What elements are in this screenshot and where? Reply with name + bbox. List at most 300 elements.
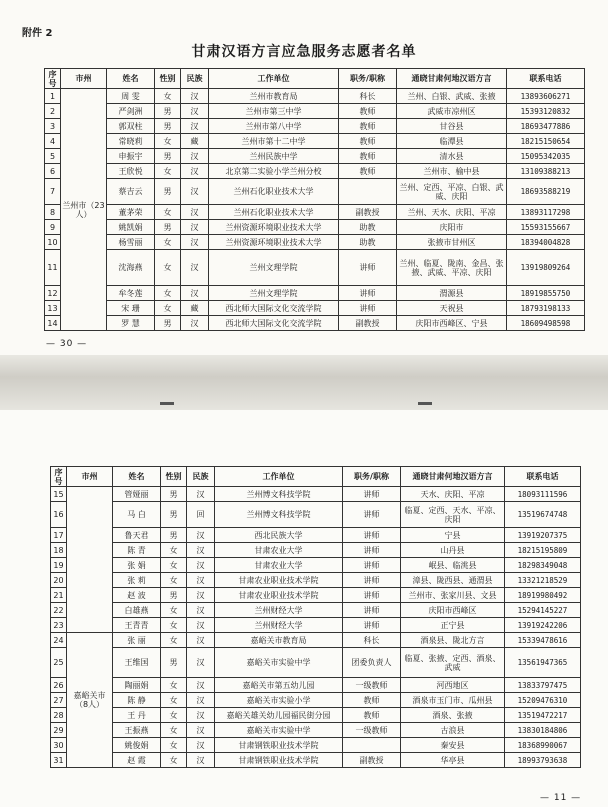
cell-name: 沈海燕 [107, 250, 155, 286]
cell-dialect: 河西地区 [401, 678, 505, 693]
table-row [45, 119, 585, 134]
header-phone: 联系电话 [505, 467, 581, 487]
cell-ethnic: 汉 [187, 528, 215, 543]
cell-phone: 18394004828 [507, 235, 585, 250]
cell-dialect: 天水、庆阳、平凉 [401, 487, 505, 502]
cell-name: 严剑洲 [107, 104, 155, 119]
cell-position [343, 738, 401, 753]
cell-phone: 18093111596 [505, 487, 581, 502]
cell-seq: 26 [51, 678, 67, 693]
cell-position: 讲师 [343, 487, 401, 502]
cell-position: 一级教师 [343, 723, 401, 738]
cell-phone: 18693477886 [507, 119, 585, 134]
cell-name: 白雄燕 [113, 603, 161, 618]
cell-gender: 女 [161, 708, 187, 723]
cell-seq: 7 [45, 179, 61, 205]
cell-dialect: 兰州、白银、武威、张掖 [397, 89, 507, 104]
cell-ethnic: 汉 [187, 633, 215, 648]
cell-dialect: 酒泉县、陇北方言 [401, 633, 505, 648]
table-row [45, 164, 585, 179]
cell-position: 团委负责人 [343, 648, 401, 678]
table-row [51, 487, 581, 502]
cell-phone: 13830184806 [505, 723, 581, 738]
cell-seq: 24 [51, 633, 67, 648]
table-row [51, 738, 581, 753]
document-title: 甘肃汉语方言应急服务志愿者名单 [191, 44, 417, 60]
cell-seq: 8 [45, 205, 61, 220]
cell-ethnic: 回 [187, 502, 215, 528]
cell-seq: 31 [51, 753, 67, 768]
cell-name: 蔡吉云 [107, 179, 155, 205]
cell-position: 副教授 [339, 316, 397, 331]
cell-position: 一级教师 [343, 678, 401, 693]
cell-unit: 西北师大国际文化交流学院 [209, 301, 339, 316]
volunteer-table-bottom [50, 466, 581, 768]
cell-name: 王振燕 [113, 723, 161, 738]
cell-position: 助教 [339, 235, 397, 250]
header-dialect: 通晓甘肃何地汉语方言 [401, 467, 505, 487]
cell-seq: 23 [51, 618, 67, 633]
cell-phone: 13919809264 [507, 250, 585, 286]
cell-phone: 15095342035 [507, 149, 585, 164]
cell-phone: 13109388213 [507, 164, 585, 179]
cell-phone: 18993793638 [505, 753, 581, 768]
header-phone: 联系电话 [507, 69, 585, 89]
cell-unit: 兰州市第十二中学 [209, 134, 339, 149]
cell-seq: 29 [51, 723, 67, 738]
cell-position: 讲师 [343, 543, 401, 558]
cell-name: 申振宇 [107, 149, 155, 164]
volunteer-table-top [44, 68, 585, 331]
cell-name: 陈 静 [113, 693, 161, 708]
cell-unit: 兰州资源环境职业技术大学 [209, 235, 339, 250]
cell-phone: 13561947365 [505, 648, 581, 678]
cell-position: 教师 [339, 149, 397, 164]
cell-seq: 17 [51, 528, 67, 543]
cell-position: 讲师 [339, 286, 397, 301]
cell-gender: 男 [155, 316, 181, 331]
cell-ethnic: 汉 [181, 220, 209, 235]
cell-ethnic: 汉 [181, 250, 209, 286]
cell-seq: 25 [51, 648, 67, 678]
cell-unit: 兰州文理学院 [209, 250, 339, 286]
cell-dialect: 庆阳市西峰区、宁县 [397, 316, 507, 331]
cell-ethnic: 汉 [187, 738, 215, 753]
cell-seq: 27 [51, 693, 67, 708]
cell-phone: 15393120832 [507, 104, 585, 119]
cell-ethnic: 藏 [181, 301, 209, 316]
table-row [51, 723, 581, 738]
cell-ethnic: 汉 [187, 723, 215, 738]
table-row [45, 179, 585, 205]
table-row [51, 648, 581, 678]
header-gender: 性别 [155, 69, 181, 89]
table-row [45, 220, 585, 235]
cell-phone: 18368990067 [505, 738, 581, 753]
cell-dialect: 漳县、陇西县、通渭县 [401, 573, 505, 588]
cell-gender: 女 [155, 164, 181, 179]
cell-gender: 男 [161, 528, 187, 543]
cell-ethnic: 汉 [187, 603, 215, 618]
table-row [51, 753, 581, 768]
cell-name: 鲁天君 [113, 528, 161, 543]
header-unit: 工作单位 [215, 467, 343, 487]
cell-phone: 13893117298 [507, 205, 585, 220]
cell-dialect: 兰州、临夏、陇南、金昌、张掖、武威、平凉、庆阳 [397, 250, 507, 286]
cell-ethnic: 汉 [187, 588, 215, 603]
cell-unit: 甘肃钢铁职业技术学院 [215, 738, 343, 753]
cell-seq: 6 [45, 164, 61, 179]
cell-name: 牟冬莲 [107, 286, 155, 301]
cell-dialect: 酒泉、张掖 [401, 708, 505, 723]
cell-dialect: 临夏、定西、天水、平凉、庆阳 [401, 502, 505, 528]
cell-unit: 嘉峪关雄关幼儿园福民街分园 [215, 708, 343, 723]
cell-unit: 西北师大国际文化交流学院 [209, 316, 339, 331]
cell-phone: 15209476310 [505, 693, 581, 708]
cell-unit: 甘肃农业大学 [215, 558, 343, 573]
cell-gender: 女 [161, 573, 187, 588]
cell-dialect: 宁县 [401, 528, 505, 543]
table-row [51, 502, 581, 528]
header-position: 职务/职称 [343, 467, 401, 487]
cell-position: 教师 [339, 104, 397, 119]
cell-name: 张 莉 [113, 573, 161, 588]
cell-seq: 20 [51, 573, 67, 588]
cell-ethnic: 汉 [181, 286, 209, 301]
cell-seq: 12 [45, 286, 61, 301]
table-row [51, 603, 581, 618]
cell-position: 教师 [343, 693, 401, 708]
cell-city-group: 嘉峪关市（8人） [67, 633, 113, 768]
cell-unit: 兰州市教育局 [209, 89, 339, 104]
cell-position: 讲师 [343, 502, 401, 528]
cell-ethnic: 汉 [187, 543, 215, 558]
table-row [45, 250, 585, 286]
cell-unit: 甘肃农业大学 [215, 543, 343, 558]
cell-dialect: 兰州市、榆中县 [397, 164, 507, 179]
cell-ethnic: 汉 [187, 708, 215, 723]
cell-name: 陶丽娟 [113, 678, 161, 693]
header-seq: 序号 [51, 467, 67, 487]
cell-dialect: 山丹县 [401, 543, 505, 558]
cell-unit: 甘肃农业职业技术学院 [215, 573, 343, 588]
cell-gender: 男 [161, 648, 187, 678]
cell-unit: 兰州博文科技学院 [215, 502, 343, 528]
cell-unit: 嘉峪关市第五幼儿园 [215, 678, 343, 693]
cell-gender: 女 [155, 250, 181, 286]
cell-gender: 男 [155, 104, 181, 119]
cell-dialect: 正宁县 [401, 618, 505, 633]
cell-ethnic: 汉 [187, 487, 215, 502]
table-row [51, 693, 581, 708]
cell-ethnic: 汉 [187, 753, 215, 768]
cell-gender: 女 [155, 134, 181, 149]
cell-position: 副教授 [343, 753, 401, 768]
cell-gender: 女 [161, 633, 187, 648]
cell-gender: 男 [155, 149, 181, 164]
cell-phone: 15593155667 [507, 220, 585, 235]
header-unit: 工作单位 [209, 69, 339, 89]
table-row [51, 573, 581, 588]
cell-seq: 13 [45, 301, 61, 316]
table-row [51, 558, 581, 573]
cell-name: 周 雯 [107, 89, 155, 104]
cell-gender: 女 [161, 738, 187, 753]
table-row [45, 286, 585, 301]
cell-gender: 男 [155, 220, 181, 235]
cell-dialect: 临潭县 [397, 134, 507, 149]
cell-seq: 10 [45, 235, 61, 250]
binding-mark [160, 402, 174, 405]
table-row [45, 104, 585, 119]
cell-city-group: 兰州市（23人） [61, 89, 107, 331]
cell-dialect: 秦安县 [401, 738, 505, 753]
cell-name: 赵 波 [113, 588, 161, 603]
cell-ethnic: 汉 [181, 119, 209, 134]
cell-gender: 男 [155, 179, 181, 205]
cell-phone: 18919855750 [507, 286, 585, 301]
cell-unit: 甘肃钢铁职业技术学院 [215, 753, 343, 768]
cell-position: 讲师 [339, 301, 397, 316]
cell-gender: 男 [161, 588, 187, 603]
cell-gender: 男 [161, 487, 187, 502]
table-row [51, 708, 581, 723]
cell-name: 张 丽 [113, 633, 161, 648]
cell-ethnic: 汉 [187, 618, 215, 633]
cell-name: 王维国 [113, 648, 161, 678]
cell-position: 助教 [339, 220, 397, 235]
page-number: — 11 — [540, 793, 582, 803]
cell-seq: 28 [51, 708, 67, 723]
cell-gender: 女 [161, 678, 187, 693]
cell-dialect: 岷县、临洮县 [401, 558, 505, 573]
cell-dialect: 武威市凉州区 [397, 104, 507, 119]
cell-ethnic: 汉 [181, 164, 209, 179]
header-name: 姓名 [113, 467, 161, 487]
cell-unit: 嘉峪关市教育局 [215, 633, 343, 648]
cell-dialect: 兰州市、张家川县、文县 [401, 588, 505, 603]
cell-seq: 2 [45, 104, 61, 119]
header-city: 市州 [61, 69, 107, 89]
cell-position: 讲师 [343, 588, 401, 603]
cell-dialect: 张掖市甘州区 [397, 235, 507, 250]
cell-phone: 18919980492 [505, 588, 581, 603]
cell-ethnic: 汉 [181, 179, 209, 205]
cell-name: 马 白 [113, 502, 161, 528]
cell-unit: 兰州财经大学 [215, 618, 343, 633]
cell-position: 讲师 [343, 618, 401, 633]
table-row [51, 633, 581, 648]
cell-gender: 女 [161, 723, 187, 738]
header-gender: 性别 [161, 467, 187, 487]
cell-ethnic: 汉 [181, 205, 209, 220]
cell-name: 罗 慧 [107, 316, 155, 331]
binding-mark [418, 402, 432, 405]
cell-position: 讲师 [339, 250, 397, 286]
cell-position: 讲师 [343, 603, 401, 618]
cell-name: 姚凯娟 [107, 220, 155, 235]
table-row [45, 149, 585, 164]
cell-name: 赵 霞 [113, 753, 161, 768]
cell-unit: 西北民族大学 [215, 528, 343, 543]
table-row [51, 678, 581, 693]
cell-ethnic: 汉 [181, 89, 209, 104]
page-gap [0, 355, 608, 410]
cell-phone: 18609498598 [507, 316, 585, 331]
cell-ethnic: 汉 [181, 316, 209, 331]
cell-name: 宋 珊 [107, 301, 155, 316]
table-row [51, 543, 581, 558]
cell-dialect: 酒泉市玉门市、瓜州县 [401, 693, 505, 708]
cell-phone: 13833797475 [505, 678, 581, 693]
cell-unit: 兰州财经大学 [215, 603, 343, 618]
table-row [45, 301, 585, 316]
cell-dialect: 甘谷县 [397, 119, 507, 134]
cell-name: 王欣悦 [107, 164, 155, 179]
cell-ethnic: 藏 [181, 134, 209, 149]
cell-gender: 女 [161, 618, 187, 633]
cell-name: 杨雪丽 [107, 235, 155, 250]
cell-position: 教师 [343, 708, 401, 723]
cell-position: 科长 [339, 89, 397, 104]
table-header-row [51, 467, 581, 487]
cell-seq: 19 [51, 558, 67, 573]
cell-phone: 15294145227 [505, 603, 581, 618]
cell-seq: 3 [45, 119, 61, 134]
cell-gender: 男 [161, 502, 187, 528]
cell-ethnic: 汉 [187, 648, 215, 678]
cell-phone: 13893606271 [507, 89, 585, 104]
cell-position: 教师 [339, 119, 397, 134]
cell-gender: 女 [155, 89, 181, 104]
cell-phone: 13321218529 [505, 573, 581, 588]
cell-unit: 兰州石化职业技术大学 [209, 179, 339, 205]
cell-name: 王青青 [113, 618, 161, 633]
table-row [45, 134, 585, 149]
cell-seq: 11 [45, 250, 61, 286]
header-city: 市州 [67, 467, 113, 487]
cell-seq: 15 [51, 487, 67, 502]
cell-gender: 女 [161, 558, 187, 573]
cell-seq: 14 [45, 316, 61, 331]
cell-ethnic: 汉 [187, 678, 215, 693]
table-header-row [45, 69, 585, 89]
cell-unit: 甘肃农业职业技术学院 [215, 588, 343, 603]
cell-phone: 13919242206 [505, 618, 581, 633]
cell-dialect: 兰州、定西、平凉、白银、武威、庆阳 [397, 179, 507, 205]
cell-dialect: 庆阳市西峰区 [401, 603, 505, 618]
table-row [45, 205, 585, 220]
cell-ethnic: 汉 [187, 573, 215, 588]
cell-position [339, 179, 397, 205]
header-seq: 序号 [45, 69, 61, 89]
header-dialect: 通晓甘肃何地汉语方言 [397, 69, 507, 89]
cell-position: 教师 [339, 134, 397, 149]
header-ethnic: 民族 [181, 69, 209, 89]
cell-seq: 9 [45, 220, 61, 235]
cell-phone: 18215195809 [505, 543, 581, 558]
cell-seq: 4 [45, 134, 61, 149]
cell-unit: 嘉峪关市实验中学 [215, 648, 343, 678]
cell-dialect: 清水县 [397, 149, 507, 164]
cell-gender: 女 [161, 543, 187, 558]
cell-phone: 13919207375 [505, 528, 581, 543]
cell-phone: 18215150654 [507, 134, 585, 149]
cell-phone: 13519674748 [505, 502, 581, 528]
cell-name: 姚俊娟 [113, 738, 161, 753]
cell-gender: 女 [155, 205, 181, 220]
cell-unit: 兰州石化职业技术大学 [209, 205, 339, 220]
cell-gender: 女 [155, 235, 181, 250]
cell-name: 董茅荣 [107, 205, 155, 220]
cell-ethnic: 汉 [187, 558, 215, 573]
table-row [45, 89, 585, 104]
cell-phone: 13519472217 [505, 708, 581, 723]
cell-unit: 兰州博文科技学院 [215, 487, 343, 502]
cell-dialect: 兰州、天水、庆阳、平凉 [397, 205, 507, 220]
cell-name: 管娅丽 [113, 487, 161, 502]
attachment-label: 附件 2 [22, 28, 53, 39]
cell-seq: 1 [45, 89, 61, 104]
cell-name: 常晓莉 [107, 134, 155, 149]
cell-gender: 女 [161, 753, 187, 768]
cell-position: 讲师 [343, 573, 401, 588]
cell-dialect: 古浪县 [401, 723, 505, 738]
cell-ethnic: 汉 [181, 235, 209, 250]
cell-position: 副教授 [339, 205, 397, 220]
cell-ethnic: 汉 [181, 149, 209, 164]
cell-unit: 兰州文理学院 [209, 286, 339, 301]
cell-unit: 兰州市第八中学 [209, 119, 339, 134]
cell-name: 郭双柱 [107, 119, 155, 134]
cell-name: 张 娟 [113, 558, 161, 573]
cell-ethnic: 汉 [187, 693, 215, 708]
cell-phone: 18693588219 [507, 179, 585, 205]
cell-position: 教师 [339, 164, 397, 179]
cell-unit: 兰州民族中学 [209, 149, 339, 164]
cell-name: 陈 青 [113, 543, 161, 558]
page-number: — 30 — [46, 339, 88, 349]
cell-seq: 16 [51, 502, 67, 528]
header-name: 姓名 [107, 69, 155, 89]
cell-dialect: 天祝县 [397, 301, 507, 316]
cell-gender: 女 [161, 693, 187, 708]
cell-seq: 22 [51, 603, 67, 618]
header-position: 职务/职称 [339, 69, 397, 89]
cell-gender: 女 [155, 286, 181, 301]
cell-unit: 嘉峪关市实验小学 [215, 693, 343, 708]
cell-phone: 18793198133 [507, 301, 585, 316]
cell-gender: 男 [155, 119, 181, 134]
cell-seq: 18 [51, 543, 67, 558]
header-ethnic: 民族 [187, 467, 215, 487]
cell-gender: 女 [161, 603, 187, 618]
cell-city-group-continued [67, 487, 113, 633]
cell-unit: 嘉峪关市实验中学 [215, 723, 343, 738]
cell-seq: 21 [51, 588, 67, 603]
cell-unit: 兰州资源环境职业技术大学 [209, 220, 339, 235]
cell-dialect: 临夏、张掖、定西、酒泉、武威 [401, 648, 505, 678]
cell-dialect: 渭源县 [397, 286, 507, 301]
cell-ethnic: 汉 [181, 104, 209, 119]
table-row [45, 235, 585, 250]
cell-phone: 15339478616 [505, 633, 581, 648]
table-row [51, 528, 581, 543]
cell-position: 科长 [343, 633, 401, 648]
cell-gender: 女 [155, 301, 181, 316]
cell-unit: 兰州市第三中学 [209, 104, 339, 119]
cell-dialect: 华亭县 [401, 753, 505, 768]
